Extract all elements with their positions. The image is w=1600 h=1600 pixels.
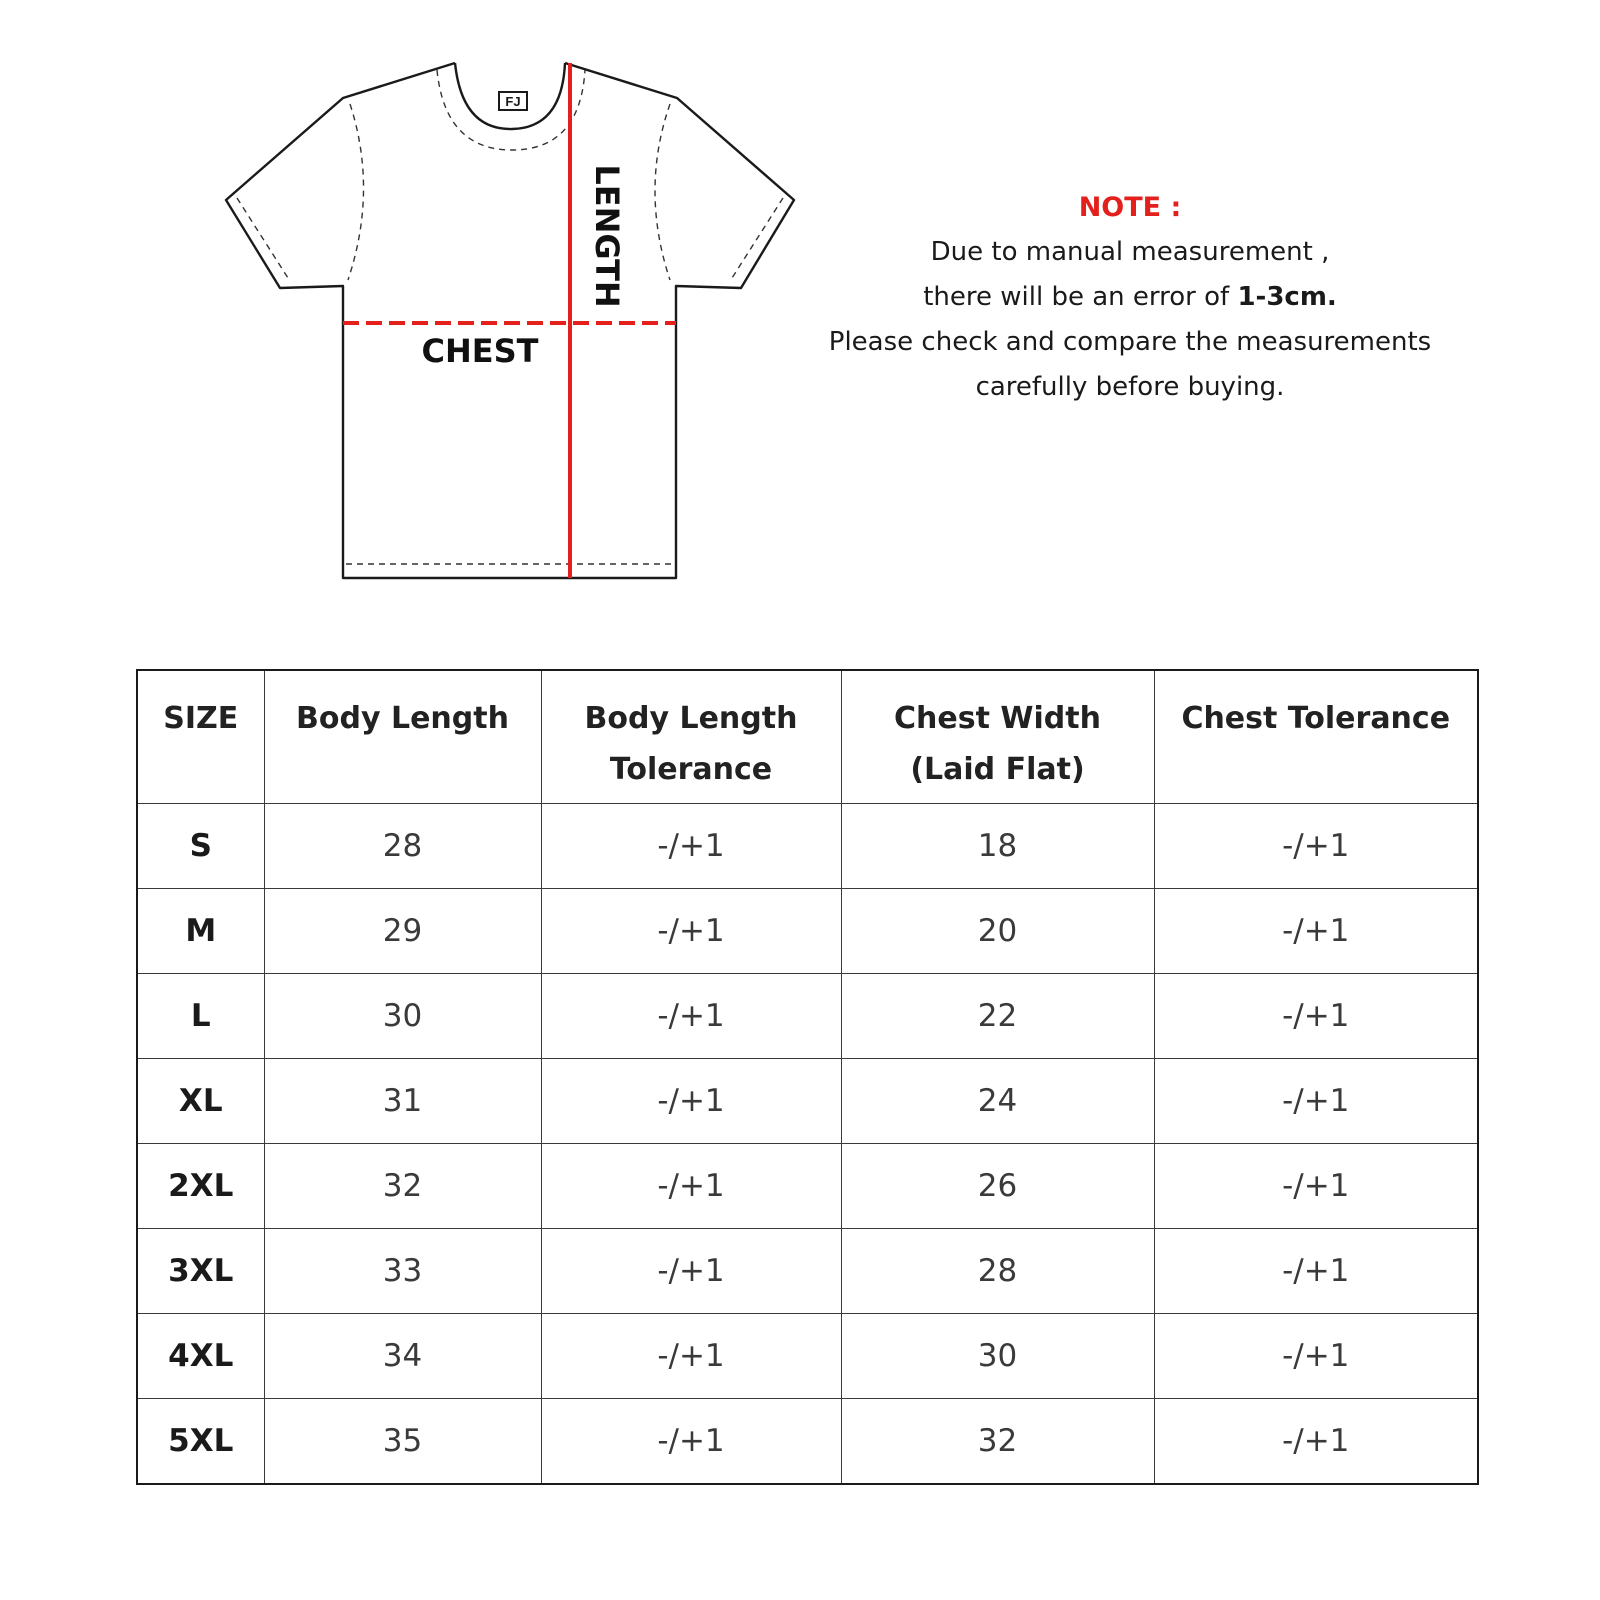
chest-label: CHEST xyxy=(421,332,539,370)
table-row xyxy=(137,1313,1478,1398)
chest-width-cell: 30 xyxy=(841,1313,1154,1398)
neck-tag xyxy=(499,92,527,110)
body-length-cell: 33 xyxy=(264,1228,541,1313)
chest-tolerance-cell: -/+1 xyxy=(1154,1313,1478,1398)
chest-tolerance-cell: -/+1 xyxy=(1154,973,1478,1058)
chest-tolerance-cell: -/+1 xyxy=(1154,803,1478,888)
measurement-note xyxy=(800,185,1460,410)
table-row xyxy=(137,888,1478,973)
chest-tolerance-cell: -/+1 xyxy=(1154,1228,1478,1313)
table-row xyxy=(137,1058,1478,1143)
header-size: SIZE xyxy=(137,670,264,803)
table-row xyxy=(137,803,1478,888)
table-row xyxy=(137,973,1478,1058)
body-length-tolerance-cell: -/+1 xyxy=(541,973,841,1058)
table-row xyxy=(137,1398,1478,1484)
size-cell: L xyxy=(137,973,264,1058)
chest-tolerance-cell: -/+1 xyxy=(1154,888,1478,973)
body-length-cell: 30 xyxy=(264,973,541,1058)
chest-width-cell: 28 xyxy=(841,1228,1154,1313)
header-body-length: Body Length xyxy=(264,670,541,803)
chest-width-cell: 26 xyxy=(841,1143,1154,1228)
note-line-3: Please check and compare the measurements xyxy=(828,327,1432,357)
note-line-1: Due to manual measurement , xyxy=(930,237,1330,267)
header-chest-width xyxy=(841,670,1154,803)
header-body-length-tolerance xyxy=(541,670,841,803)
tshirt-diagram xyxy=(200,40,840,610)
tshirt-outline xyxy=(226,63,794,578)
chest-width-cell: 22 xyxy=(841,973,1154,1058)
body-length-cell: 29 xyxy=(264,888,541,973)
tshirt-stitching xyxy=(237,70,783,564)
table-header-row xyxy=(137,670,1478,803)
note-line-2-text: there will be an error of xyxy=(923,282,1238,312)
size-cell: XL xyxy=(137,1058,264,1143)
body-length-tolerance-cell: -/+1 xyxy=(541,1143,841,1228)
size-cell: S xyxy=(137,803,264,888)
chest-tolerance-cell: -/+1 xyxy=(1154,1143,1478,1228)
size-cell: 3XL xyxy=(137,1228,264,1313)
note-error-value: 1-3cm. xyxy=(1237,282,1337,312)
body-length-tolerance-cell: -/+1 xyxy=(541,1058,841,1143)
chest-width-cell: 20 xyxy=(841,888,1154,973)
tag-text: FJ xyxy=(505,94,521,109)
body-length-tolerance-cell: -/+1 xyxy=(541,888,841,973)
size-cell: M xyxy=(137,888,264,973)
body-length-cell: 31 xyxy=(264,1058,541,1143)
chest-width-cell: 18 xyxy=(841,803,1154,888)
body-length-tolerance-cell: -/+1 xyxy=(541,1228,841,1313)
body-length-tolerance-cell: -/+1 xyxy=(541,803,841,888)
table-row xyxy=(137,1228,1478,1313)
body-length-tolerance-cell: -/+1 xyxy=(541,1313,841,1398)
body-length-cell: 35 xyxy=(264,1398,541,1484)
header-chest-tolerance: Chest Tolerance xyxy=(1154,670,1478,803)
header-body-length-tolerance-line2: Tolerance xyxy=(609,752,773,787)
size-cell: 2XL xyxy=(137,1143,264,1228)
header-chest-width-line1: Chest Width xyxy=(894,701,1101,736)
measurement-lines xyxy=(343,63,676,578)
header-body-length-tolerance-line1: Body Length xyxy=(584,701,798,736)
chest-tolerance-cell: -/+1 xyxy=(1154,1058,1478,1143)
size-chart-table xyxy=(136,669,1479,1485)
chest-width-cell: 24 xyxy=(841,1058,1154,1143)
body-length-cell: 28 xyxy=(264,803,541,888)
size-cell: 5XL xyxy=(137,1398,264,1484)
note-line-2 xyxy=(800,275,1460,320)
note-line-4: carefully before buying. xyxy=(975,372,1285,402)
length-label: LENGTH xyxy=(588,164,626,308)
body-length-tolerance-cell: -/+1 xyxy=(541,1398,841,1484)
body-length-cell: 34 xyxy=(264,1313,541,1398)
header-chest-width-line2: (Laid Flat) xyxy=(910,752,1085,787)
chest-width-cell: 32 xyxy=(841,1398,1154,1484)
size-cell: 4XL xyxy=(137,1313,264,1398)
table-row xyxy=(137,1143,1478,1228)
note-title: NOTE : xyxy=(1078,192,1182,223)
chest-tolerance-cell: -/+1 xyxy=(1154,1398,1478,1484)
body-length-cell: 32 xyxy=(264,1143,541,1228)
